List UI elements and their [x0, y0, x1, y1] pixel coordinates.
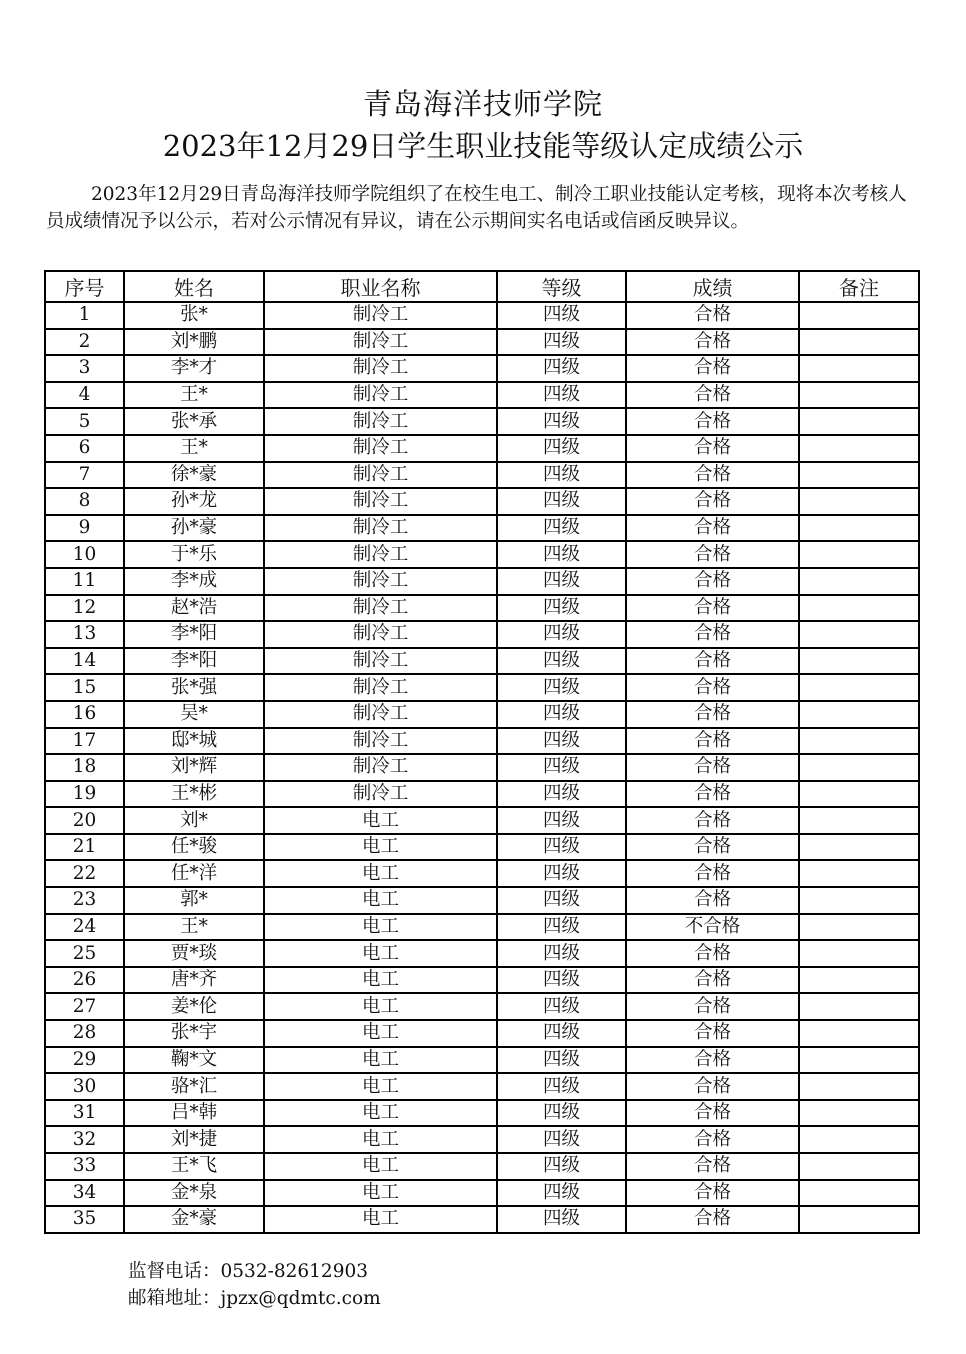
- cell-remarks: [799, 781, 919, 808]
- cell-level: 四级: [497, 1180, 626, 1207]
- table-row: [45, 382, 919, 409]
- cell-index: 21: [45, 834, 124, 861]
- phone-label: 监督电话：: [128, 1261, 221, 1282]
- cell-name: 鞠*文: [124, 1047, 264, 1074]
- cell-name: 李*阳: [124, 648, 264, 675]
- column-header-level: 等级: [497, 271, 626, 302]
- cell-occupation: 电工: [264, 860, 497, 887]
- cell-index: 14: [45, 648, 124, 675]
- table-row: [45, 728, 919, 755]
- cell-level: 四级: [497, 1153, 626, 1180]
- intro-paragraph: 2023年12月29日青岛海洋技师学院组织了在校生电工、制冷工职业技能认定考核，现将本次考核人员成绩情况予以公示，若对公示情况有异议，请在公示期间实名电话或信函反映异议。: [46, 184, 907, 232]
- table-row: [45, 355, 919, 382]
- cell-result: 不合格: [626, 914, 799, 941]
- cell-remarks: [799, 408, 919, 435]
- cell-level: 四级: [497, 993, 626, 1020]
- column-header-occupation: 职业名称: [264, 271, 497, 302]
- cell-name: 孙*豪: [124, 515, 264, 542]
- cell-level: 四级: [497, 914, 626, 941]
- cell-index: 25: [45, 940, 124, 967]
- cell-index: 35: [45, 1206, 124, 1233]
- cell-index: 19: [45, 781, 124, 808]
- cell-index: 10: [45, 541, 124, 568]
- cell-index: 7: [45, 462, 124, 489]
- cell-level: 四级: [497, 488, 626, 515]
- cell-result: 合格: [626, 807, 799, 834]
- cell-index: 6: [45, 435, 124, 462]
- cell-index: 9: [45, 515, 124, 542]
- cell-level: 四级: [497, 728, 626, 755]
- cell-level: 四级: [497, 408, 626, 435]
- table-row: [45, 648, 919, 675]
- cell-name: 吴*: [124, 701, 264, 728]
- cell-result: 合格: [626, 435, 799, 462]
- cell-result: 合格: [626, 408, 799, 435]
- cell-name: 王*: [124, 914, 264, 941]
- cell-level: 四级: [497, 648, 626, 675]
- cell-remarks: [799, 834, 919, 861]
- cell-index: 16: [45, 701, 124, 728]
- table-row: [45, 674, 919, 701]
- cell-result: 合格: [626, 302, 799, 329]
- cell-result: 合格: [626, 781, 799, 808]
- cell-level: 四级: [497, 807, 626, 834]
- cell-level: 四级: [497, 595, 626, 622]
- cell-level: 四级: [497, 1126, 626, 1153]
- cell-level: 四级: [497, 382, 626, 409]
- cell-result: 合格: [626, 595, 799, 622]
- cell-result: 合格: [626, 1020, 799, 1047]
- cell-name: 任*骏: [124, 834, 264, 861]
- table-row: [45, 1153, 919, 1180]
- table-row: [45, 887, 919, 914]
- cell-occupation: 制冷工: [264, 435, 497, 462]
- cell-index: 11: [45, 568, 124, 595]
- cell-occupation: 制冷工: [264, 674, 497, 701]
- cell-remarks: [799, 302, 919, 329]
- cell-remarks: [799, 1180, 919, 1207]
- cell-occupation: 制冷工: [264, 408, 497, 435]
- cell-occupation: 制冷工: [264, 462, 497, 489]
- cell-index: 27: [45, 993, 124, 1020]
- table-row: [45, 1047, 919, 1074]
- table-row: [45, 515, 919, 542]
- cell-occupation: 电工: [264, 1047, 497, 1074]
- cell-remarks: [799, 967, 919, 994]
- cell-level: 四级: [497, 302, 626, 329]
- cell-occupation: 电工: [264, 967, 497, 994]
- cell-name: 于*乐: [124, 541, 264, 568]
- cell-result: 合格: [626, 993, 799, 1020]
- table-row: [45, 1100, 919, 1127]
- phone-line: [128, 1257, 368, 1283]
- table-row: [45, 462, 919, 489]
- cell-occupation: 制冷工: [264, 515, 497, 542]
- table-row: [45, 1020, 919, 1047]
- cell-occupation: 制冷工: [264, 621, 497, 648]
- cell-level: 四级: [497, 754, 626, 781]
- cell-occupation: 电工: [264, 887, 497, 914]
- cell-level: 四级: [497, 435, 626, 462]
- cell-index: 4: [45, 382, 124, 409]
- cell-level: 四级: [497, 462, 626, 489]
- cell-name: 王*: [124, 382, 264, 409]
- cell-occupation: 电工: [264, 1020, 497, 1047]
- cell-index: 33: [45, 1153, 124, 1180]
- cell-index: 23: [45, 887, 124, 914]
- cell-remarks: [799, 568, 919, 595]
- cell-level: 四级: [497, 1206, 626, 1233]
- email-label: 邮箱地址：: [128, 1288, 221, 1309]
- cell-occupation: 制冷工: [264, 728, 497, 755]
- cell-index: 24: [45, 914, 124, 941]
- table-row: [45, 834, 919, 861]
- cell-remarks: [799, 515, 919, 542]
- cell-remarks: [799, 1153, 919, 1180]
- cell-index: 29: [45, 1047, 124, 1074]
- cell-name: 王*彬: [124, 781, 264, 808]
- cell-name: 刘*辉: [124, 754, 264, 781]
- cell-name: 李*成: [124, 568, 264, 595]
- cell-result: 合格: [626, 515, 799, 542]
- cell-name: 任*洋: [124, 860, 264, 887]
- cell-occupation: 制冷工: [264, 568, 497, 595]
- cell-result: 合格: [626, 1100, 799, 1127]
- cell-remarks: [799, 807, 919, 834]
- cell-name: 刘*鹏: [124, 329, 264, 356]
- table-row: [45, 595, 919, 622]
- cell-remarks: [799, 701, 919, 728]
- page-title: 青岛海洋技师学院: [362, 87, 603, 121]
- cell-index: 12: [45, 595, 124, 622]
- cell-index: 18: [45, 754, 124, 781]
- cell-name: 徐*豪: [124, 462, 264, 489]
- cell-result: 合格: [626, 834, 799, 861]
- cell-result: 合格: [626, 967, 799, 994]
- table-row: [45, 435, 919, 462]
- cell-remarks: [799, 462, 919, 489]
- cell-occupation: 电工: [264, 1180, 497, 1207]
- cell-name: 王*: [124, 435, 264, 462]
- cell-result: 合格: [626, 940, 799, 967]
- cell-name: 李*才: [124, 355, 264, 382]
- cell-remarks: [799, 648, 919, 675]
- cell-name: 吕*韩: [124, 1100, 264, 1127]
- cell-occupation: 制冷工: [264, 701, 497, 728]
- table-row: [45, 993, 919, 1020]
- cell-remarks: [799, 1047, 919, 1074]
- cell-level: 四级: [497, 515, 626, 542]
- cell-remarks: [799, 674, 919, 701]
- cell-occupation: 制冷工: [264, 595, 497, 622]
- cell-remarks: [799, 355, 919, 382]
- cell-remarks: [799, 1206, 919, 1233]
- cell-name: 姜*伦: [124, 993, 264, 1020]
- cell-remarks: [799, 329, 919, 356]
- cell-remarks: [799, 488, 919, 515]
- cell-occupation: 电工: [264, 1073, 497, 1100]
- cell-index: 30: [45, 1073, 124, 1100]
- column-header-index: 序号: [45, 271, 124, 302]
- table-row: [45, 329, 919, 356]
- table-row: [45, 568, 919, 595]
- cell-result: 合格: [626, 887, 799, 914]
- cell-index: 28: [45, 1020, 124, 1047]
- cell-result: 合格: [626, 541, 799, 568]
- cell-occupation: 电工: [264, 1206, 497, 1233]
- cell-level: 四级: [497, 940, 626, 967]
- cell-result: 合格: [626, 1126, 799, 1153]
- cell-level: 四级: [497, 834, 626, 861]
- cell-level: 四级: [497, 541, 626, 568]
- cell-result: 合格: [626, 1073, 799, 1100]
- cell-result: 合格: [626, 621, 799, 648]
- cell-result: 合格: [626, 1180, 799, 1207]
- cell-result: 合格: [626, 860, 799, 887]
- cell-name: 邸*城: [124, 728, 264, 755]
- table-row: [45, 967, 919, 994]
- cell-result: 合格: [626, 754, 799, 781]
- cell-occupation: 制冷工: [264, 355, 497, 382]
- table-row: [45, 754, 919, 781]
- cell-remarks: [799, 860, 919, 887]
- cell-remarks: [799, 993, 919, 1020]
- cell-remarks: [799, 595, 919, 622]
- cell-result: 合格: [626, 488, 799, 515]
- cell-result: 合格: [626, 568, 799, 595]
- cell-index: 3: [45, 355, 124, 382]
- cell-index: 17: [45, 728, 124, 755]
- results-table: [44, 270, 920, 1234]
- cell-result: 合格: [626, 382, 799, 409]
- cell-name: 金*泉: [124, 1180, 264, 1207]
- cell-name: 唐*齐: [124, 967, 264, 994]
- cell-name: 金*豪: [124, 1206, 264, 1233]
- cell-remarks: [799, 1100, 919, 1127]
- cell-occupation: 制冷工: [264, 648, 497, 675]
- cell-occupation: 制冷工: [264, 754, 497, 781]
- table-body: [45, 302, 919, 1233]
- cell-remarks: [799, 914, 919, 941]
- cell-level: 四级: [497, 781, 626, 808]
- cell-occupation: 电工: [264, 834, 497, 861]
- cell-level: 四级: [497, 860, 626, 887]
- phone-number: 0532-82612903: [220, 1261, 369, 1282]
- cell-remarks: [799, 1073, 919, 1100]
- cell-name: 王*飞: [124, 1153, 264, 1180]
- column-header-remarks: 备注: [799, 271, 919, 302]
- cell-name: 骆*汇: [124, 1073, 264, 1100]
- table-row: [45, 914, 919, 941]
- cell-level: 四级: [497, 1047, 626, 1074]
- page-subtitle: 2023年12月29日学生职业技能等级认定成绩公示: [162, 129, 804, 163]
- cell-remarks: [799, 435, 919, 462]
- email-line: [128, 1284, 381, 1310]
- cell-remarks: [799, 541, 919, 568]
- cell-level: 四级: [497, 568, 626, 595]
- cell-level: 四级: [497, 701, 626, 728]
- table-row: [45, 541, 919, 568]
- cell-name: 李*阳: [124, 621, 264, 648]
- cell-result: 合格: [626, 462, 799, 489]
- cell-level: 四级: [497, 967, 626, 994]
- table-row: [45, 781, 919, 808]
- table-row: [45, 940, 919, 967]
- table-header-row: [45, 271, 919, 302]
- cell-occupation: 电工: [264, 940, 497, 967]
- cell-occupation: 制冷工: [264, 781, 497, 808]
- cell-index: 31: [45, 1100, 124, 1127]
- table-row: [45, 1126, 919, 1153]
- cell-remarks: [799, 887, 919, 914]
- cell-name: 郭*: [124, 887, 264, 914]
- table-row: [45, 302, 919, 329]
- table-row: [45, 860, 919, 887]
- cell-index: 20: [45, 807, 124, 834]
- cell-occupation: 制冷工: [264, 329, 497, 356]
- cell-level: 四级: [497, 1020, 626, 1047]
- cell-result: 合格: [626, 329, 799, 356]
- cell-result: 合格: [626, 1153, 799, 1180]
- cell-name: 张*强: [124, 674, 264, 701]
- cell-result: 合格: [626, 1206, 799, 1233]
- email-address: jpzx@qdmtc.com: [220, 1288, 381, 1309]
- table-row: [45, 621, 919, 648]
- cell-occupation: 电工: [264, 914, 497, 941]
- cell-occupation: 制冷工: [264, 488, 497, 515]
- cell-result: 合格: [626, 728, 799, 755]
- table-row: [45, 488, 919, 515]
- table-row: [45, 408, 919, 435]
- cell-occupation: 电工: [264, 993, 497, 1020]
- cell-result: 合格: [626, 355, 799, 382]
- cell-occupation: 制冷工: [264, 541, 497, 568]
- cell-name: 刘*: [124, 807, 264, 834]
- cell-index: 34: [45, 1180, 124, 1207]
- cell-name: 贾*琰: [124, 940, 264, 967]
- cell-remarks: [799, 754, 919, 781]
- table-row: [45, 701, 919, 728]
- cell-remarks: [799, 621, 919, 648]
- cell-level: 四级: [497, 355, 626, 382]
- table-row: [45, 807, 919, 834]
- cell-index: 8: [45, 488, 124, 515]
- cell-result: 合格: [626, 648, 799, 675]
- cell-occupation: 电工: [264, 1126, 497, 1153]
- cell-name: 刘*捷: [124, 1126, 264, 1153]
- cell-index: 1: [45, 302, 124, 329]
- cell-remarks: [799, 728, 919, 755]
- cell-result: 合格: [626, 1047, 799, 1074]
- cell-remarks: [799, 1126, 919, 1153]
- cell-occupation: 电工: [264, 1153, 497, 1180]
- cell-index: 15: [45, 674, 124, 701]
- cell-result: 合格: [626, 674, 799, 701]
- cell-name: 张*承: [124, 408, 264, 435]
- cell-occupation: 制冷工: [264, 302, 497, 329]
- column-header-result: 成绩: [626, 271, 799, 302]
- cell-name: 孙*龙: [124, 488, 264, 515]
- cell-occupation: 电工: [264, 1100, 497, 1127]
- cell-name: 赵*浩: [124, 595, 264, 622]
- cell-level: 四级: [497, 887, 626, 914]
- cell-index: 2: [45, 329, 124, 356]
- cell-occupation: 制冷工: [264, 382, 497, 409]
- table-row: [45, 1073, 919, 1100]
- table-row: [45, 1206, 919, 1233]
- cell-index: 26: [45, 967, 124, 994]
- cell-index: 5: [45, 408, 124, 435]
- cell-name: 张*宇: [124, 1020, 264, 1047]
- cell-index: 13: [45, 621, 124, 648]
- cell-remarks: [799, 382, 919, 409]
- cell-remarks: [799, 1020, 919, 1047]
- cell-index: 22: [45, 860, 124, 887]
- cell-index: 32: [45, 1126, 124, 1153]
- cell-level: 四级: [497, 621, 626, 648]
- cell-level: 四级: [497, 1100, 626, 1127]
- cell-level: 四级: [497, 674, 626, 701]
- cell-result: 合格: [626, 701, 799, 728]
- cell-name: 张*: [124, 302, 264, 329]
- cell-level: 四级: [497, 329, 626, 356]
- cell-occupation: 电工: [264, 807, 497, 834]
- cell-remarks: [799, 940, 919, 967]
- cell-level: 四级: [497, 1073, 626, 1100]
- table-row: [45, 1180, 919, 1207]
- column-header-name: 姓名: [124, 271, 264, 302]
